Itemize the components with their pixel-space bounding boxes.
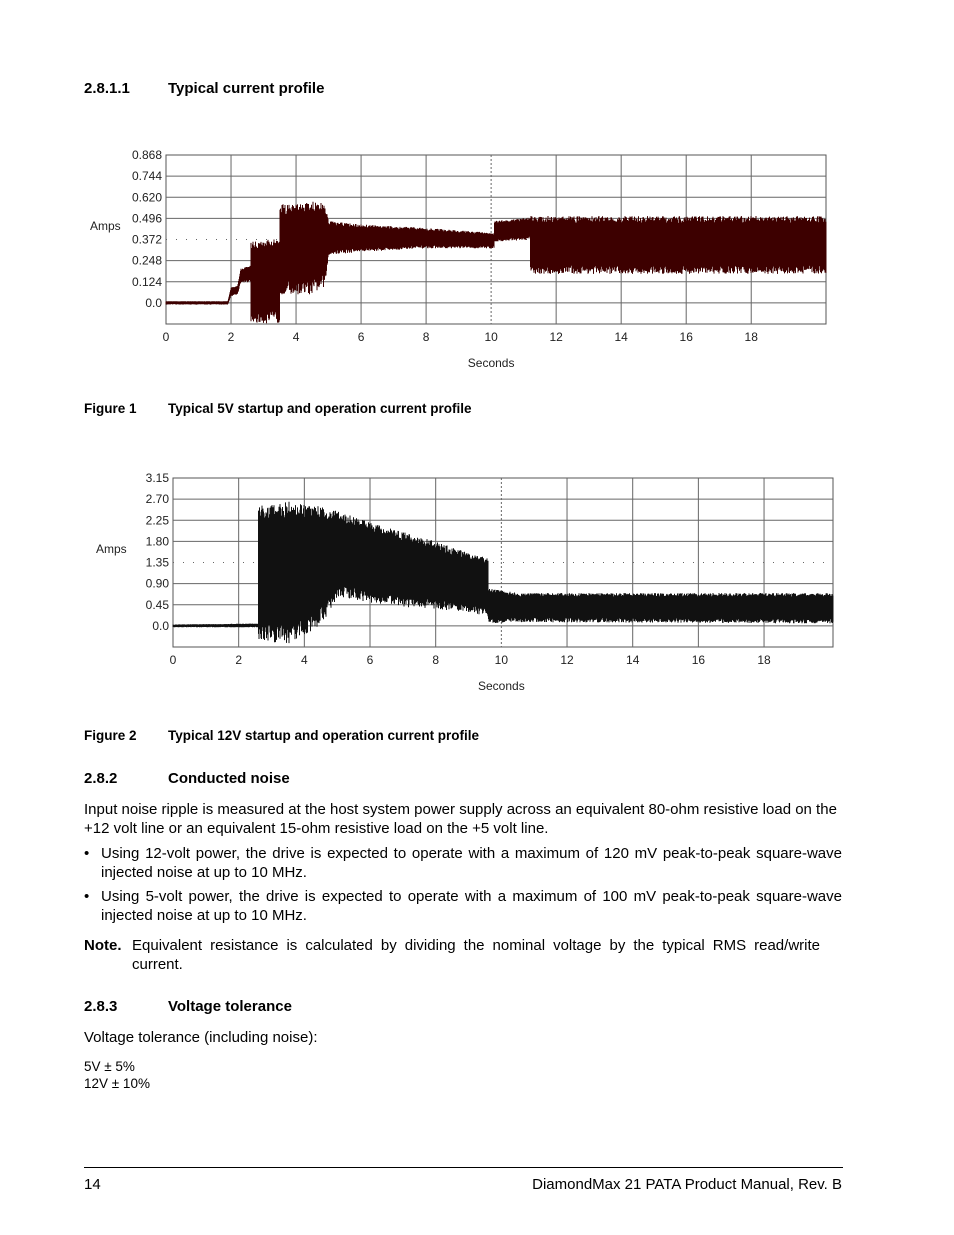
y-tick-label: 0.372 (131, 232, 162, 247)
figure-label: Figure 1 (84, 401, 137, 416)
y-tick-label: 0.0 (152, 618, 169, 633)
bullet-symbol: • (84, 845, 90, 862)
figure-label: Figure 2 (84, 728, 137, 743)
y-tick-label: 0.744 (131, 169, 162, 184)
y-tick-label: 1.35 (145, 555, 169, 570)
bullet-text: Using 5-volt power, the drive is expected to operate with a maximum of 100 mV peak-to-peak square-wave injected noise at up to 10 MHz. (101, 888, 842, 924)
y-tick-label: 0.45 (145, 597, 169, 612)
y-tick-label: 0.124 (131, 274, 162, 289)
figure-caption: Typical 5V startup and operation current profile (168, 401, 472, 416)
figure-caption: Typical 12V startup and operation current profile (168, 728, 480, 743)
x-tick-label: 10 (484, 330, 498, 344)
x-tick-label: 10 (494, 653, 509, 667)
section-title: Conducted noise (168, 770, 290, 787)
x-tick-label: 4 (300, 653, 308, 667)
x-tick-label: 16 (679, 330, 693, 344)
x-tick-label: 12 (560, 653, 574, 667)
x-tick-label: 14 (614, 330, 628, 344)
y-tick-label: 2.70 (145, 492, 169, 507)
list-item (84, 845, 842, 883)
y-tick-label: 1.80 (145, 534, 169, 549)
x-tick-label: 6 (366, 653, 374, 667)
note-text: Equivalent resistance is calculated by dividing the nominal voltage by the typical RMS read/write current. (132, 937, 820, 973)
chart-12v-current-profile (84, 465, 844, 705)
tolerance-5v: 5V ± 5% (84, 1059, 135, 1074)
x-tick-label: 0 (169, 653, 177, 667)
x-tick-label: 16 (691, 653, 706, 667)
x-tick-label: 8 (432, 653, 440, 667)
x-axis-label: Seconds (467, 356, 515, 370)
x-tick-label: 18 (757, 653, 771, 667)
y-tick-label: 0.620 (131, 190, 162, 205)
note (84, 937, 820, 975)
bullet-text: Using 12-volt power, the drive is expected to operate with a maximum of 120 mV peak-to-peak square-wave injected noise at up to 10 MHz. (101, 845, 842, 881)
y-tick-label: 3.15 (145, 471, 169, 485)
voltage-tolerance-intro: Voltage tolerance (including noise): (84, 1029, 318, 1046)
section-number: 2.8.1.1 (84, 80, 130, 97)
bullet-symbol: • (84, 888, 90, 905)
page-number: 14 (84, 1176, 101, 1193)
section-number: 2.8.2 (84, 770, 118, 787)
x-tick-label: 12 (549, 330, 563, 344)
y-tick-label: 0.496 (131, 211, 162, 226)
y-tick-label: 2.25 (145, 513, 169, 528)
y-axis-label: Amps (90, 219, 121, 233)
list-item (84, 888, 842, 926)
y-tick-label: 0.868 (131, 148, 162, 162)
y-tick-label: 0.90 (145, 576, 169, 591)
x-tick-label: 8 (422, 330, 430, 344)
x-tick-label: 2 (227, 330, 235, 344)
y-tick-label: 0.0 (145, 295, 162, 310)
x-tick-label: 2 (235, 653, 243, 667)
chart-5v-current-profile (84, 140, 844, 380)
footer-doc-title: DiamondMax 21 PATA Product Manual, Rev. B (532, 1176, 842, 1193)
footer-divider (84, 1167, 843, 1168)
x-axis-label: Seconds (478, 679, 525, 693)
y-axis-label: Amps (96, 542, 127, 556)
conducted-noise-intro: Input noise ripple is measured at the host system power supply across an equivalent 80-ohm resistive load on the +12 volt line or an equivalent 15-ohm resistive load on the +5 volt line. (84, 801, 837, 837)
x-tick-label: 0 (162, 330, 170, 344)
x-tick-label: 4 (292, 330, 300, 344)
section-title: Voltage tolerance (168, 998, 292, 1015)
x-tick-label: 14 (626, 653, 640, 667)
section-number: 2.8.3 (84, 998, 118, 1015)
tolerance-12v: 12V ± 10% (84, 1076, 150, 1091)
section-title: Typical current profile (168, 80, 325, 97)
note-label: Note. (84, 937, 122, 954)
x-tick-label: 18 (744, 330, 758, 344)
y-tick-label: 0.248 (131, 253, 162, 268)
x-tick-label: 6 (357, 330, 365, 344)
